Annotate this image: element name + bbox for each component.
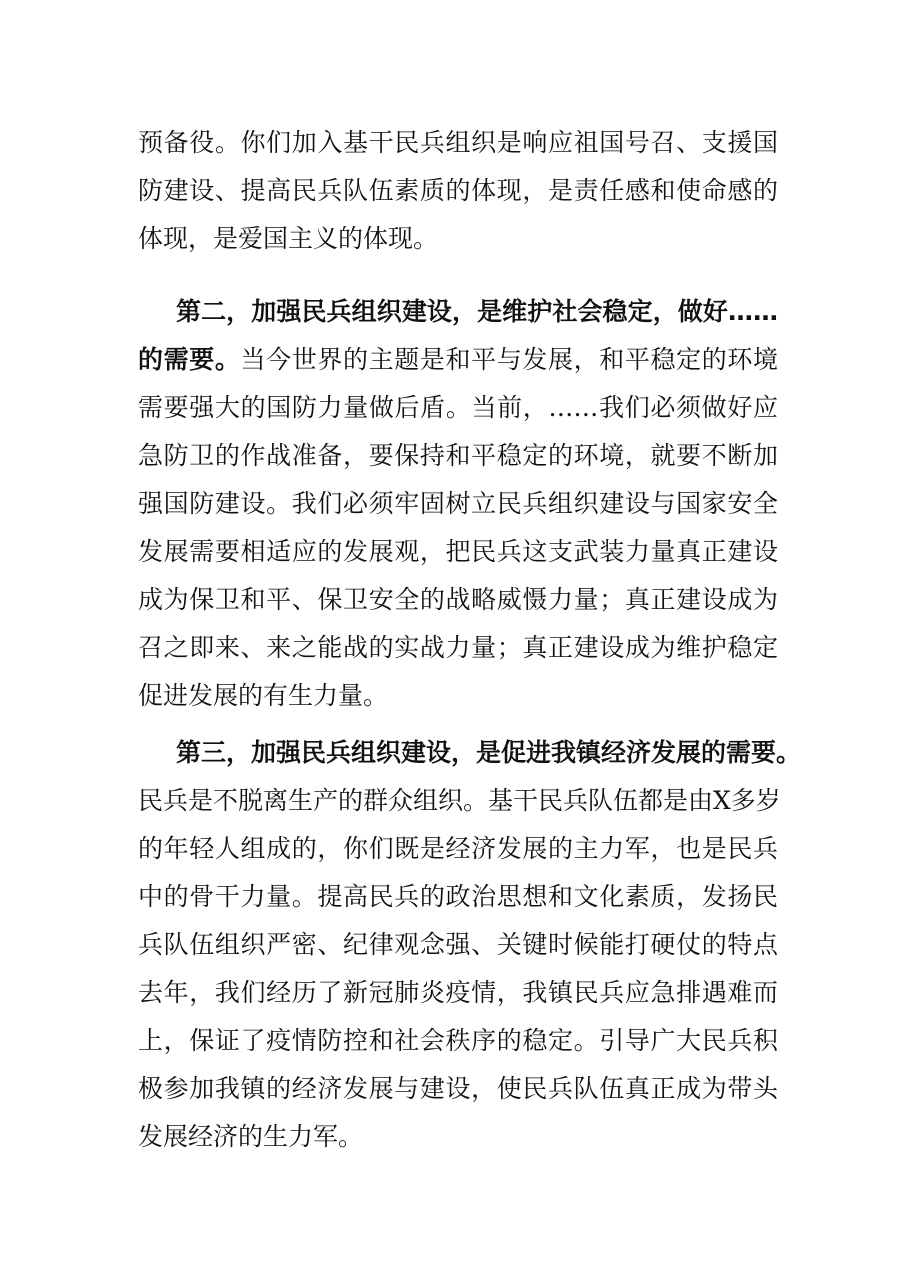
section-heading: 第三，加强民兵组织建设，是促进我镇经济发展的需要。 <box>176 738 802 767</box>
text-line: 上，保证了疫情防控和社会秩序的稳定。引导广大民兵积 <box>138 1026 778 1055</box>
text-line <box>138 345 778 375</box>
text-line: 中的骨干力量。提高民兵的政治思想和文化素质，发扬民 <box>138 882 778 911</box>
text-line: 防建设、提高民兵队伍素质的体现，是责任感和使命感的 <box>138 176 778 205</box>
section-heading-end: 的需要。 <box>138 345 241 374</box>
text-line: 民兵是不脱离生产的群众组织。基干民兵队伍都是由X多岁 <box>138 786 781 815</box>
text-line: 极参加我镇的经济发展与建设，使民兵队伍真正成为带头 <box>138 1074 778 1103</box>
text-line: 促进发展的有生力量。 <box>138 681 389 710</box>
text-run: 当今世界的主题是和平与发展，和平稳定的环境 <box>240 345 778 374</box>
text-line: 需要强大的国防力量做后盾。当前，……我们必须做好应 <box>138 393 778 422</box>
text-line: 预备役。你们加入基干民兵组织是响应祖国号召、支援国 <box>138 128 778 157</box>
text-line: 兵队伍组织严密、纪律观念强、关键时候能打硬仗的特点 <box>138 930 778 959</box>
text-line: 强国防建设。我们必须牢固树立民兵组织建设与国家安全 <box>138 489 778 518</box>
text-line: 的年轻人组成的，你们既是经济发展的主力军，也是民兵 <box>138 834 778 863</box>
text-line: 急防卫的作战准备，要保持和平稳定的环境，就要不断加 <box>138 441 778 470</box>
section-heading: 第二，加强民兵组织建设，是维护社会稳定，做好…… <box>176 297 778 326</box>
text-line: 体现，是爱国主义的体现。 <box>138 224 439 253</box>
text-line: 发展需要相适应的发展观，把民兵这支武装力量真正建设 <box>138 537 778 566</box>
text-line: 成为保卫和平、保卫安全的战略威慑力量；真正建设成为 <box>138 585 778 614</box>
text-line: 去年，我们经历了新冠肺炎疫情，我镇民兵应急排遇难而 <box>138 978 778 1007</box>
text-line: 发展经济的生力军。 <box>138 1122 364 1151</box>
text-line: 召之即来、来之能战的实战力量；真正建设成为维护稳定 <box>138 633 778 662</box>
